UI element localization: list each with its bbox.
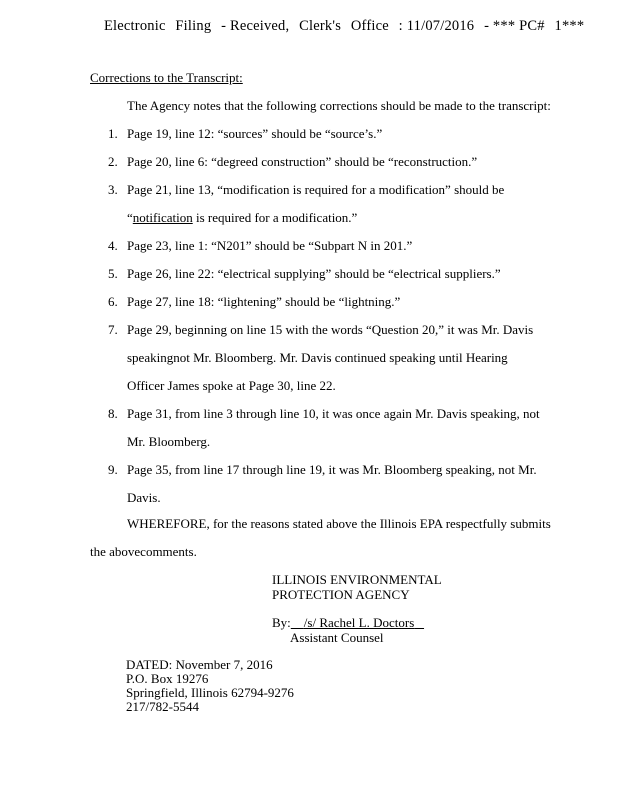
item-text: Page 26, line 22: “electrical supplying” should be “electrical suppliers.” xyxy=(127,266,501,281)
agency-name-line1: ILLINOIS ENVIRONMENTAL xyxy=(272,572,442,587)
item-text: Page 31, from line 3 through line 10, it was once again Mr. Davis speaking, not xyxy=(127,406,540,421)
open-quote: “ xyxy=(127,210,133,225)
item-text-continued: speakingnot Mr. Bloomberg. Mr. Davis continued speaking until Hearing xyxy=(127,350,508,365)
item-text: Page 21, line 13, “modification is required for a modification” should be xyxy=(127,182,505,197)
signature-name-text: /s/ Rachel L. Doctors xyxy=(303,615,415,630)
section-heading: Corrections to the Transcript: xyxy=(90,70,243,85)
agency-name-line2: PROTECTION AGENCY xyxy=(272,587,410,602)
item-number: 6. xyxy=(108,294,118,309)
item-text-rest: is required for a modification.” xyxy=(192,210,358,225)
header-part: 1*** xyxy=(554,18,585,34)
item-text: Page 20, line 6: “degreed construction” should be “reconstruction.” xyxy=(127,154,478,169)
wherefore-paragraph-continued: the abovecomments. xyxy=(90,544,197,559)
header-part: Filing xyxy=(175,18,212,34)
header-part: - Received, xyxy=(221,18,290,34)
header-part: Clerk's xyxy=(299,18,342,34)
item-text: Page 27, line 18: “lightening” should be “lightning.” xyxy=(127,294,401,309)
item-number: 7. xyxy=(108,322,118,337)
item-number: 9. xyxy=(108,462,118,477)
item-text: Page 19, line 12: “sources” should be “source’s.” xyxy=(127,126,383,141)
wherefore-paragraph: WHEREFORE, for the reasons stated above the Illinois EPA respectfully submits xyxy=(127,516,551,531)
po-box: P.O. Box 19276 xyxy=(126,671,209,686)
phone-number: 217/782-5544 xyxy=(126,699,199,714)
by-label: By: xyxy=(272,615,291,630)
city-state-zip: Springfield, Illinois 62794-9276 xyxy=(126,685,294,700)
underlined-word: notification xyxy=(132,210,193,225)
item-text-continued xyxy=(127,210,357,226)
dated-line: DATED: November 7, 2016 xyxy=(126,657,273,672)
header-part: Office xyxy=(350,18,389,34)
item-number: 1. xyxy=(108,126,118,141)
item-text-continued: Mr. Bloomberg. xyxy=(127,434,211,449)
item-text: Page 35, from line 17 through line 19, it was Mr. Bloomberg speaking, not Mr. xyxy=(127,462,537,477)
header-part: - *** PC# xyxy=(484,18,545,34)
item-text: Page 23, line 1: “N201” should be “Subpart N in 201.” xyxy=(127,238,413,253)
filing-header xyxy=(104,18,590,35)
item-text-continued: Davis. xyxy=(127,490,161,505)
item-text-continued: Officer James spoke at Page 30, line 22. xyxy=(127,378,336,393)
item-number: 3. xyxy=(108,182,118,197)
header-part: Electronic xyxy=(104,18,166,34)
signature-line xyxy=(272,615,424,631)
item-text: Page 29, beginning on line 15 with the words “Question 20,” it was Mr. Davis xyxy=(127,322,534,337)
item-number: 4. xyxy=(108,238,118,253)
item-number: 8. xyxy=(108,406,118,421)
signature-name xyxy=(291,615,424,630)
signer-title: Assistant Counsel xyxy=(290,630,384,645)
header-part: : 11/07/2016 xyxy=(398,18,475,34)
item-number: 2. xyxy=(108,154,118,169)
item-number: 5. xyxy=(108,266,118,281)
intro-paragraph: The Agency notes that the following corrections should be made to the transcript: xyxy=(127,98,551,113)
